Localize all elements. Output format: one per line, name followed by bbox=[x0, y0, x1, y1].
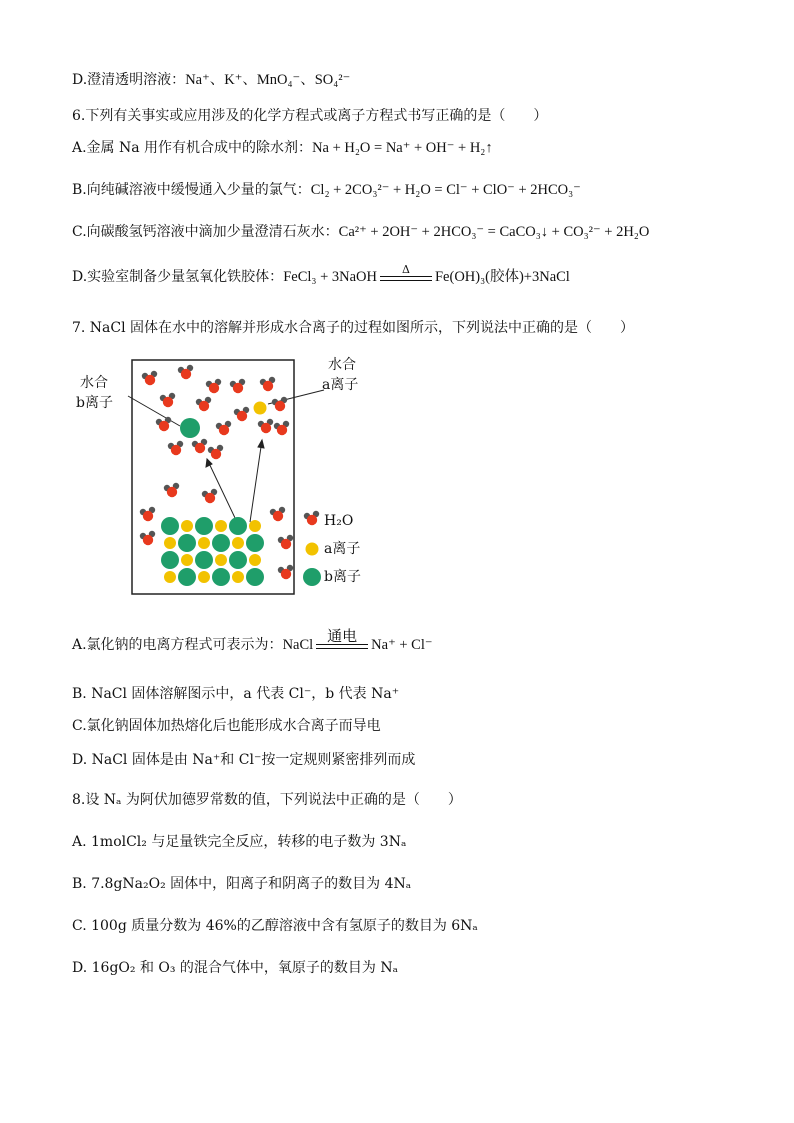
hydrated-b-ion bbox=[180, 418, 200, 438]
lattice-a-ion bbox=[249, 554, 261, 566]
oxygen-atom bbox=[275, 401, 285, 411]
oxygen-atom bbox=[163, 397, 173, 407]
lattice-a-ion bbox=[164, 571, 176, 583]
oxygen-atom bbox=[261, 423, 271, 433]
q7-option-a-reactant: NaCl bbox=[282, 637, 314, 653]
q8-option-a: A. 1molCl₂ 与足量铁完全反应，转移的电子数为 3Nₐ bbox=[72, 834, 407, 850]
q7-option-a-products: Na⁺ + Cl⁻ bbox=[371, 637, 433, 653]
legend-b-label: b离子 bbox=[324, 569, 361, 585]
lattice-a-ion bbox=[198, 571, 210, 583]
q7-option-d: D. NaCl 固体是由 Na⁺和 Cl⁻按一定规则紧密排列而成 bbox=[72, 752, 416, 768]
lattice-b-ion bbox=[246, 534, 264, 552]
q6-option-d-label: D.实验室制备少量氢氧化铁胶体： bbox=[72, 269, 284, 285]
q6-option-a-equation: Na + H₂O = Na⁺ + OH⁻ + H₂↑ bbox=[312, 140, 493, 156]
lattice-b-ion bbox=[161, 551, 179, 569]
container-box bbox=[132, 360, 294, 594]
oxygen-atom bbox=[145, 375, 155, 385]
oxygen-atom bbox=[171, 445, 181, 455]
q7-option-a-label: A.氯化钠的电离方程式可表示为： bbox=[72, 637, 283, 653]
q7-stem: 7. NaCl 固体在水中的溶解并形成水合离子的过程如图所示，下列说法中正确的是（ ） bbox=[72, 320, 635, 336]
label-hydrated-a-line1: 水合 bbox=[328, 357, 356, 373]
q7-option-b: B. NaCl 固体溶解图示中，a 代表 Cl⁻，b 代表 Na⁺ bbox=[72, 686, 400, 702]
q6-option-b-label: B.向纯碱溶液中缓慢通入少量的氯气： bbox=[72, 182, 311, 198]
q7-option-a-arrow bbox=[316, 628, 368, 655]
oxygen-atom bbox=[195, 443, 205, 453]
lattice-b-ion bbox=[178, 534, 196, 552]
q6-option-b bbox=[72, 180, 581, 200]
lattice-a-ion bbox=[198, 537, 210, 549]
q7-option-c: C.氯化钠固体加热熔化后也能形成水合离子而导电 bbox=[72, 718, 381, 734]
nacl-dissolution-diagram bbox=[72, 344, 402, 600]
q6-option-c-equation: Ca²⁺ + 2OH⁻ + 2HCO₃⁻ = CaCO₃↓ + CO₃²⁻ + 2H₂O bbox=[338, 224, 650, 240]
oxygen-atom bbox=[237, 411, 247, 421]
hydrated-a-ion bbox=[254, 402, 267, 415]
label-hydrated-a-line2: a离子 bbox=[322, 377, 359, 393]
oxygen-atom bbox=[211, 449, 221, 459]
lattice-b-ion bbox=[212, 568, 230, 586]
electrolysis-condition: 通电 bbox=[327, 627, 358, 645]
oxygen-atom bbox=[159, 421, 169, 431]
oxygen-atom bbox=[219, 425, 229, 435]
oxygen-atom bbox=[205, 493, 215, 503]
legend-water-label: H₂O bbox=[324, 513, 354, 529]
lattice-b-ion bbox=[178, 568, 196, 586]
q7-option-a bbox=[72, 628, 433, 655]
oxygen-atom bbox=[233, 383, 243, 393]
lattice-b-ion bbox=[195, 517, 213, 535]
lattice-b-ion bbox=[246, 568, 264, 586]
lattice-b-ion bbox=[229, 517, 247, 535]
lattice-a-ion bbox=[249, 520, 261, 532]
oxygen-atom bbox=[181, 369, 191, 379]
lattice-a-ion bbox=[215, 554, 227, 566]
q6-option-a bbox=[72, 138, 493, 158]
q8-option-c: C. 100g 质量分数为 46%的乙醇溶液中含有氢原子的数目为 6Nₐ bbox=[72, 918, 478, 934]
q5-option-d-ions: Na⁺、K⁺、MnO₄⁻、SO₄²⁻ bbox=[185, 72, 351, 88]
heat-symbol: Δ bbox=[402, 263, 410, 276]
oxygen-atom bbox=[199, 401, 209, 411]
q6-option-b-equation: Cl₂ + 2CO₃²⁻ + H₂O = Cl⁻ + ClO⁻ + 2HCO₃⁻ bbox=[310, 182, 581, 198]
legend-a-label: a离子 bbox=[324, 541, 361, 557]
lattice-b-ion bbox=[195, 551, 213, 569]
lattice-b-ion bbox=[212, 534, 230, 552]
oxygen-atom bbox=[209, 383, 219, 393]
oxygen-atom bbox=[281, 569, 291, 579]
lattice-a-ion bbox=[215, 520, 227, 532]
q5-option-d-label: D.澄清透明溶液： bbox=[72, 72, 186, 88]
q6-option-d-arrow bbox=[380, 264, 432, 287]
oxygen-atom bbox=[143, 535, 153, 545]
oxygen-atom bbox=[263, 381, 273, 391]
q6-option-a-label: A.金属 Na 用作有机合成中的除水剂： bbox=[72, 140, 313, 156]
lattice-a-ion bbox=[232, 571, 244, 583]
lattice-b-ion bbox=[229, 551, 247, 569]
oxygen-atom bbox=[273, 511, 283, 521]
lattice-b-ion bbox=[161, 517, 179, 535]
q6-stem: 6.下列有关事实或应用涉及的化学方程式或离子方程式书写正确的是（ ） bbox=[72, 108, 548, 124]
q8-stem: 8.设 Nₐ 为阿伏加德罗常数的值，下列说法中正确的是（ ） bbox=[72, 792, 462, 808]
q8-option-b: B. 7.8gNa₂O₂ 固体中，阳离子和阴离子的数目为 4Nₐ bbox=[72, 876, 412, 892]
q6-option-d bbox=[72, 264, 570, 287]
label-hydrated-b-line2: b离子 bbox=[76, 395, 113, 411]
oxygen-atom bbox=[277, 425, 287, 435]
lattice-a-ion bbox=[164, 537, 176, 549]
label-hydrated-b-line1: 水合 bbox=[80, 375, 108, 391]
lattice-a-ion bbox=[181, 554, 193, 566]
q6-option-d-reactants: FeCl₃ + 3NaOH bbox=[283, 269, 377, 285]
legend-a-ion-symbol bbox=[306, 543, 319, 556]
legend-b-ion-symbol bbox=[303, 568, 321, 586]
q5-option-d bbox=[72, 70, 350, 90]
oxygen-atom bbox=[167, 487, 177, 497]
diagram-graphics bbox=[72, 344, 402, 600]
q6-option-c-label: C.向碳酸氢钙溶液中滴加少量澄清石灰水： bbox=[72, 224, 339, 240]
oxygen-atom bbox=[281, 539, 291, 549]
lattice-a-ion bbox=[181, 520, 193, 532]
q8-option-d: D. 16gO₂ 和 O₃ 的混合气体中，氧原子的数目为 Nₐ bbox=[72, 960, 399, 976]
oxygen-atom bbox=[307, 515, 317, 525]
lattice-a-ion bbox=[232, 537, 244, 549]
oxygen-atom bbox=[143, 511, 153, 521]
q6-option-d-products: Fe(OH)₃(胶体)+3NaCl bbox=[434, 269, 570, 285]
q6-option-c bbox=[72, 222, 649, 242]
